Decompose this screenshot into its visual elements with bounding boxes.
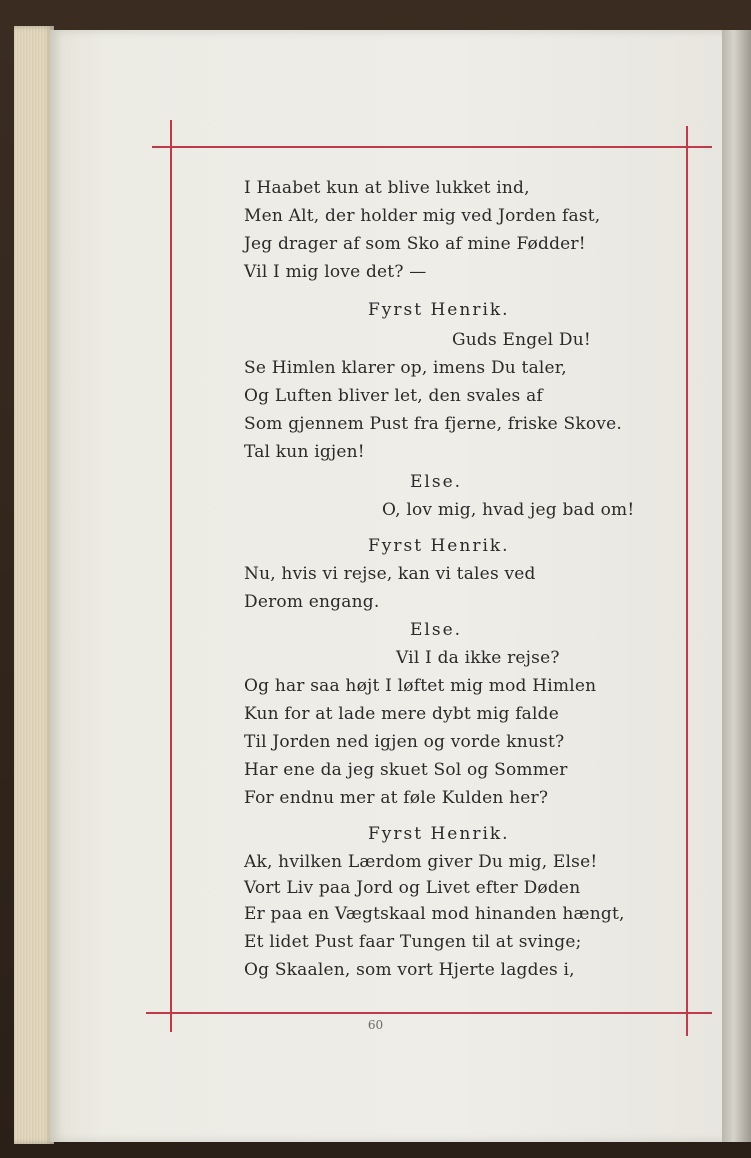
verse-line: Har ene da jeg skuet Sol og Sommer xyxy=(244,760,568,780)
verse-line: Og Luften bliver let, den svales af xyxy=(244,386,543,406)
verse-line: For endnu mer at føle Kulden her? xyxy=(244,788,549,808)
verse-line: Vort Liv paa Jord og Livet efter Døden xyxy=(244,878,581,898)
verse-line: Vil I mig love det? — xyxy=(244,262,427,282)
verse-line: Og har saa højt I løftet mig mod Himlen xyxy=(244,676,597,696)
verse-line: Se Himlen klarer op, imens Du taler, xyxy=(244,358,567,378)
speaker-name: Fyrst Henrik. xyxy=(368,536,510,556)
speaker-name: Else. xyxy=(410,472,463,492)
frame-left-rule xyxy=(170,120,172,1032)
verse-line: Ak, hvilken Lærdom giver Du mig, Else! xyxy=(244,852,598,872)
verse-line: Som gjennem Pust fra fjerne, friske Skove. xyxy=(244,414,622,434)
verse-line: Derom engang. xyxy=(244,592,380,612)
speaker-name: Fyrst Henrik. xyxy=(368,300,510,320)
verse-line: I Haabet kun at blive lukket ind, xyxy=(244,178,530,198)
verse-line: Kun for at lade mere dybt mig falde xyxy=(244,704,560,724)
verse-line: Men Alt, der holder mig ved Jorden fast, xyxy=(244,206,601,226)
verse-line: Til Jorden ned igjen og vorde knust? xyxy=(244,732,565,752)
verse-line: Er paa en Vægtskaal mod hinanden hængt, xyxy=(244,904,625,924)
speaker-name: Else. xyxy=(410,620,463,640)
verse-line: O, lov mig, hvad jeg bad om! xyxy=(382,500,635,520)
page-number: 60 xyxy=(367,1018,384,1032)
verse-line: Et lidet Pust faar Tungen til at svinge; xyxy=(244,932,582,952)
speaker-name: Fyrst Henrik. xyxy=(368,824,510,844)
verse-line: Jeg drager af som Sko af mine Fødder! xyxy=(244,234,586,254)
book-gutter xyxy=(722,30,751,1142)
verse-line: Og Skaalen, som vort Hjerte lagdes i, xyxy=(244,960,575,980)
verse-line: Tal kun igjen! xyxy=(244,442,365,462)
verse-line: Guds Engel Du! xyxy=(452,330,591,350)
frame-top-rule xyxy=(152,146,712,148)
verse-line: Vil I da ikke rejse? xyxy=(396,648,560,668)
page-edges xyxy=(14,26,54,1144)
frame-right-rule xyxy=(686,126,688,1036)
verse-line: Nu, hvis vi rejse, kan vi tales ved xyxy=(244,564,536,584)
frame-bottom-rule xyxy=(146,1012,712,1014)
